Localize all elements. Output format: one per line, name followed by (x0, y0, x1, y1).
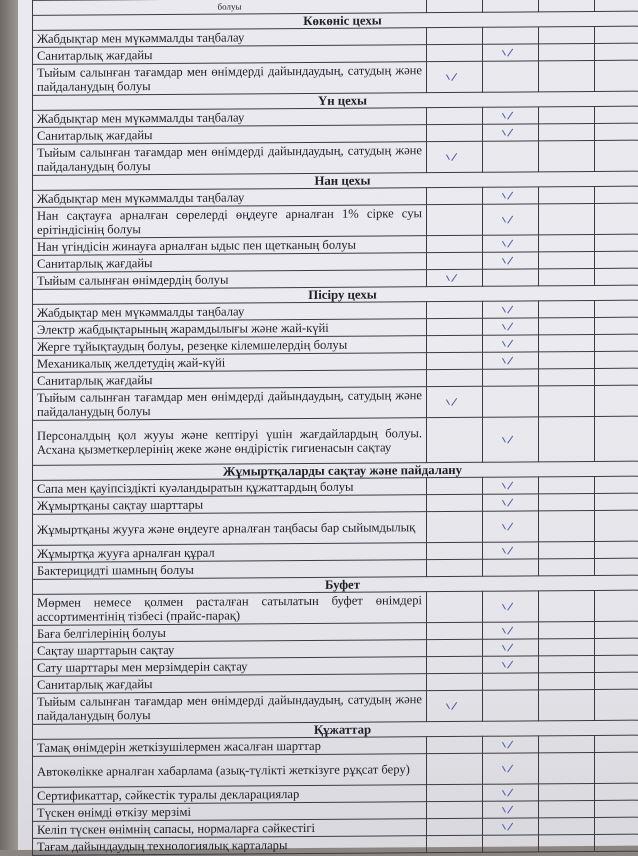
check-cell-col2 (427, 141, 483, 172)
check-cell-col5 (595, 140, 638, 171)
checklist-row (33, 834, 638, 855)
check-cell-col2 (427, 801, 483, 818)
check-cell-col4 (539, 735, 595, 752)
check-cell-col4 (539, 268, 595, 285)
checkmark-icon (505, 214, 517, 224)
checklist-item-text: Жұмыртқаны жууға және өңдеуге арналған таңбасы бар сыйымдылық (33, 512, 427, 546)
checklist-item-text: Жабдықтар мен мүкәммалды таңбалау (33, 188, 427, 208)
check-cell-col4 (539, 351, 595, 368)
checklist-item-text: Санитарлық жағдайы (33, 253, 427, 273)
check-cell-col4 (539, 106, 595, 123)
checklist-item-text: Тыйым салынған тағамдар мен өнімдерді дайындаудың, сатудың және пайдаланудың болуы (33, 691, 427, 725)
check-cell-col3 (483, 542, 539, 559)
check-cell-col5 (595, 26, 638, 43)
check-cell-col3 (483, 656, 539, 673)
check-cell-col4 (539, 26, 595, 43)
check-cell-col4 (539, 368, 595, 385)
check-cell-col3 (483, 622, 539, 639)
check-cell-col2 (427, 690, 483, 721)
check-cell-col2 (427, 352, 483, 369)
check-cell-col5 (595, 541, 638, 558)
checklist-item-text: Нан үгіндісін жинауға арналған ыдыс пен щетканың болуы (33, 236, 427, 256)
check-cell-col3 (483, 784, 539, 801)
check-cell-col4 (539, 817, 595, 834)
checkmark-icon (449, 272, 461, 282)
section-title: Құжаттар (33, 720, 638, 739)
check-cell-col2 (427, 107, 483, 124)
check-cell-col4 (539, 123, 595, 140)
check-cell-col4 (539, 416, 595, 461)
checkmark-icon (449, 71, 461, 81)
checkmark-icon (505, 545, 517, 555)
check-cell-col4 (539, 834, 595, 851)
check-cell-col5 (595, 510, 638, 541)
check-cell-col3 (483, 673, 539, 690)
check-cell-col3 (483, 44, 539, 61)
check-cell-col3 (483, 252, 539, 269)
check-cell-col2 (427, 542, 483, 559)
check-cell-col5 (595, 186, 638, 203)
check-cell-col5 (595, 106, 638, 123)
check-cell-col4 (539, 186, 595, 203)
check-cell-col2 (427, 204, 483, 235)
check-cell-col4 (539, 60, 595, 91)
check-cell-col2 (427, 386, 483, 417)
checkmark-icon (449, 396, 461, 406)
check-cell-col4 (539, 476, 595, 493)
checklist-item-text: Персоналдың қол жууы және кептіруі үшін жағдайлардың болуы. Асхана қызметкерлерінің жеке және өндірістік гигиенасын сақтау (33, 418, 427, 466)
checklist-item-text: Жұмыртқа жууға арналған құрал (33, 543, 427, 563)
checklist-item-text: Баға белгілерінің болуы (33, 623, 427, 643)
check-cell-col4 (539, 334, 595, 351)
check-cell-col5 (595, 476, 638, 493)
checklist-row (33, 689, 638, 724)
check-cell-col5 (595, 317, 638, 334)
check-cell-col2 (427, 27, 483, 44)
check-cell-col3 (483, 753, 539, 784)
checklist-item-text: Тыйым салынған тағамдар мен өнімдерді дайындаудың, сатудың және пайдаланудың болуы (33, 387, 427, 421)
check-cell-col5 (595, 621, 638, 638)
check-cell-col3 (483, 690, 539, 721)
check-cell-col5 (595, 43, 638, 60)
checklist-item-text: Келіп түскен өнімнің сапасы, нормаларға сәйкестігі (33, 819, 427, 839)
top-fragment-text: болуы (33, 0, 427, 15)
checklist-item-text: Санитарлық жағдайы (33, 125, 427, 145)
checklist-row (33, 140, 638, 175)
page-edge-shadow (0, 0, 18, 850)
check-cell-col5 (595, 689, 638, 720)
checkmark-icon (449, 151, 461, 161)
section-title: Буфет (33, 575, 638, 594)
check-cell-col3 (483, 818, 539, 835)
check-cell-col5 (595, 590, 638, 621)
checkmark-icon (449, 700, 461, 710)
checkmark-icon (505, 304, 517, 314)
checkmark-icon (505, 601, 517, 611)
check-cell-col4 (539, 43, 595, 60)
checklist-item-text: Жабдықтар мен мүкәммалды таңбалау (33, 302, 427, 322)
check-cell-col3 (483, 386, 539, 417)
section-title: Нан цехы (33, 171, 638, 190)
checklist-item-text: Нан сақтауға арналған сөрелерді өңдеуге арналған 1% сірке суы ерітіндісінің болуы (33, 205, 427, 239)
check-cell-col4 (539, 300, 595, 317)
check-cell-col3 (483, 335, 539, 352)
check-cell-col4 (539, 621, 595, 638)
check-cell-col2 (427, 818, 483, 835)
checklist-item-text: Сертификаттар, сәйкестік туралы декларациялар (33, 785, 427, 805)
checkmark-icon (505, 625, 517, 635)
check-cell-col3 (483, 27, 539, 44)
check-cell-col4 (539, 510, 595, 541)
checkmark-icon (505, 787, 517, 797)
check-cell-col4 (539, 251, 595, 268)
check-cell-col5 (595, 268, 638, 285)
checklist-item-text: Тағам дайындаудың технологиялық карталары (33, 836, 427, 856)
check-cell-col3 (483, 591, 539, 622)
section-title: Пісіру цехы (33, 285, 638, 304)
check-cell-col3 (483, 107, 539, 124)
checklist-item-text: Сату шарттары мен мерзімдерін сақтау (33, 657, 427, 677)
check-cell-col2 (427, 477, 483, 494)
check-cell-col3 (483, 477, 539, 494)
checkmark-icon (505, 642, 517, 652)
check-cell-col3 (483, 736, 539, 753)
check-cell-col5 (595, 334, 638, 351)
check-cell-col3 (483, 61, 539, 92)
check-cell-col5 (595, 385, 638, 416)
check-cell-col5 (595, 300, 638, 317)
check-cell-col5 (595, 351, 638, 368)
checklist-item-text: Санитарлық жағдайы (33, 45, 427, 65)
checklist-item-text: Санитарлық жағдайы (33, 674, 427, 694)
check-cell-col2 (427, 494, 483, 511)
check-cell-col2 (427, 187, 483, 204)
check-cell-col4 (539, 752, 595, 783)
check-cell-col5 (595, 493, 638, 510)
check-cell-col4 (539, 493, 595, 510)
check-cell-col2 (427, 417, 483, 462)
check-cell-col2 (427, 753, 483, 784)
checkmark-icon (505, 497, 517, 507)
check-cell-col2 (427, 559, 483, 576)
check-cell-col5 (595, 783, 638, 800)
check-cell-col2 (427, 511, 483, 542)
checklist-item-text: Тыйым салынған тағамдар мен өнімдерді дайындаудың, сатудың және пайдаланудың болуы (33, 62, 427, 96)
checklist-item-text: Тамақ өнімдерін жеткізушілермен жасалған шарттар (33, 737, 427, 757)
checklist-row (33, 416, 638, 465)
checkmark-icon (505, 804, 517, 814)
check-cell-col2 (427, 318, 483, 335)
check-cell-col4 (539, 590, 595, 621)
section-title: Жұмыртқаларды сақтау және пайдалану (33, 461, 638, 480)
check-cell-col5 (595, 558, 638, 575)
check-cell-col3 (483, 369, 539, 386)
check-cell-col3 (483, 352, 539, 369)
check-cell-col2 (427, 269, 483, 286)
check-cell-col3 (483, 269, 539, 286)
document-sheet (18, 0, 638, 850)
check-cell-col4 (539, 689, 595, 720)
check-cell-col2 (427, 591, 483, 622)
check-cell-col3 (483, 801, 539, 818)
checklist-item-text: Бактерицидті шамның болуы (33, 560, 427, 580)
checklist-row (33, 385, 638, 420)
check-cell-col2 (427, 124, 483, 141)
checkmark-icon (505, 127, 517, 137)
check-cell-col3 (483, 187, 539, 204)
checkmark-icon (505, 321, 517, 331)
check-cell-col5 (595, 251, 638, 268)
check-cell-col2 (427, 622, 483, 639)
checklist-item-text: Автокөлікке арналған хабарлама (азық-түлікті жеткізуге рұқсат беру) (33, 754, 427, 788)
check-cell-col3 (483, 417, 539, 462)
checklist-item-text: Механикалық желдетудің жай-күйі (33, 353, 427, 373)
check-cell-col2 (427, 784, 483, 801)
check-cell-col5 (595, 60, 638, 91)
inspection-checklist-table (32, 0, 638, 856)
check-cell-col3 (483, 301, 539, 318)
check-cell-col2 (427, 61, 483, 92)
check-cell-col5 (595, 735, 638, 752)
checkmark-icon (505, 434, 517, 444)
check-cell-col2 (427, 673, 483, 690)
check-cell-col5 (595, 203, 638, 234)
check-cell-col3 (483, 494, 539, 511)
check-cell-col4 (539, 234, 595, 251)
check-cell-col4 (539, 800, 595, 817)
check-cell-col5 (595, 368, 638, 385)
check-cell-col2 (427, 44, 483, 61)
checkmark-icon (505, 739, 517, 749)
check-cell-col3 (483, 204, 539, 235)
checkmark-icon (505, 238, 517, 248)
check-cell-col4 (539, 672, 595, 689)
checklist-item-text: Түскен өнімді өткізу мерзімі (33, 802, 427, 822)
check-cell-col2 (427, 235, 483, 252)
checklist-row (33, 590, 638, 625)
checklist-item-text: Жұмыртқаны сақтау шарттары (33, 495, 427, 515)
check-cell-col2 (427, 736, 483, 753)
check-cell-col3 (483, 559, 539, 576)
checkmark-icon (505, 821, 517, 831)
check-cell-col4 (539, 203, 595, 234)
checkmark-icon (505, 338, 517, 348)
check-cell-col2 (427, 301, 483, 318)
check-cell-col3 (483, 639, 539, 656)
checkmark-icon (505, 763, 517, 773)
check-cell-col4 (539, 655, 595, 672)
checklist-item-text: Сақтау шарттарын сақтау (33, 640, 427, 660)
check-cell-col5 (595, 234, 638, 251)
check-cell-col3 (483, 124, 539, 141)
checklist-item-text: Сапа мен қауіпсіздікті куәландыратын құжаттардың болуы (33, 478, 427, 498)
section-title: Көкөніс цехы (33, 11, 638, 30)
check-cell-col2 (427, 252, 483, 269)
checklist-body (33, 0, 638, 855)
check-cell-col5 (595, 817, 638, 834)
check-cell-col5 (595, 672, 638, 689)
checklist-row (33, 510, 638, 545)
check-cell-col3 (483, 235, 539, 252)
checklist-item-text: Жабдықтар мен мүкәммалды таңбалау (33, 28, 427, 48)
check-cell-col5 (595, 416, 638, 461)
check-cell-col2 (427, 335, 483, 352)
check-cell-col2 (427, 369, 483, 386)
check-cell-col5 (595, 800, 638, 817)
check-cell-col2 (427, 656, 483, 673)
checklist-item-text: Жерге тұйықтаудың болуы, резеңке кілемшелердің болуы (33, 336, 427, 356)
check-cell-col5 (595, 752, 638, 783)
check-cell-col4 (539, 140, 595, 171)
check-cell-col4 (539, 558, 595, 575)
checklist-item-text: Электр жабдықтарының жарамдылығы және жай-күйі (33, 319, 427, 339)
checkmark-icon (505, 47, 517, 57)
checklist-item-text: Тыйым салынған тағамдар мен өнімдерді дайындаудың, сатудың және пайдаланудың болуы (33, 142, 427, 176)
checkmark-icon (505, 110, 517, 120)
check-cell-col3 (483, 318, 539, 335)
checklist-row (33, 203, 638, 238)
checkmark-icon (505, 355, 517, 365)
section-title: Үн цехы (33, 91, 638, 110)
check-cell-col5 (595, 834, 638, 851)
checkmark-icon (505, 190, 517, 200)
check-cell-col3 (483, 511, 539, 542)
checklist-row (33, 752, 638, 787)
checklist-row (33, 60, 638, 95)
checkmark-icon (505, 255, 517, 265)
check-cell-col2 (427, 835, 483, 852)
check-cell-col4 (539, 385, 595, 416)
checklist-item-text: Мөрмен немесе қолмен расталған сатылатын буфет өнімдері ассортиментінің тізбесі (прайс-парақ) (33, 592, 427, 626)
checkmark-icon (505, 659, 517, 669)
check-cell-col4 (539, 783, 595, 800)
checklist-item-text: Жабдықтар мен мүкәммалды таңбалау (33, 108, 427, 128)
check-cell-col4 (539, 317, 595, 334)
check-cell-col2 (427, 639, 483, 656)
checkmark-icon (505, 521, 517, 531)
checklist-item-text: Тыйым салынған өнімдердің болуы (33, 270, 427, 290)
checklist-item-text: Санитарлық жағдайы (33, 370, 427, 390)
check-cell-col4 (539, 638, 595, 655)
check-cell-col4 (539, 541, 595, 558)
check-cell-col5 (595, 655, 638, 672)
check-cell-col5 (595, 123, 638, 140)
checkmark-icon (505, 480, 517, 490)
check-cell-col5 (595, 638, 638, 655)
check-cell-col3 (483, 141, 539, 172)
